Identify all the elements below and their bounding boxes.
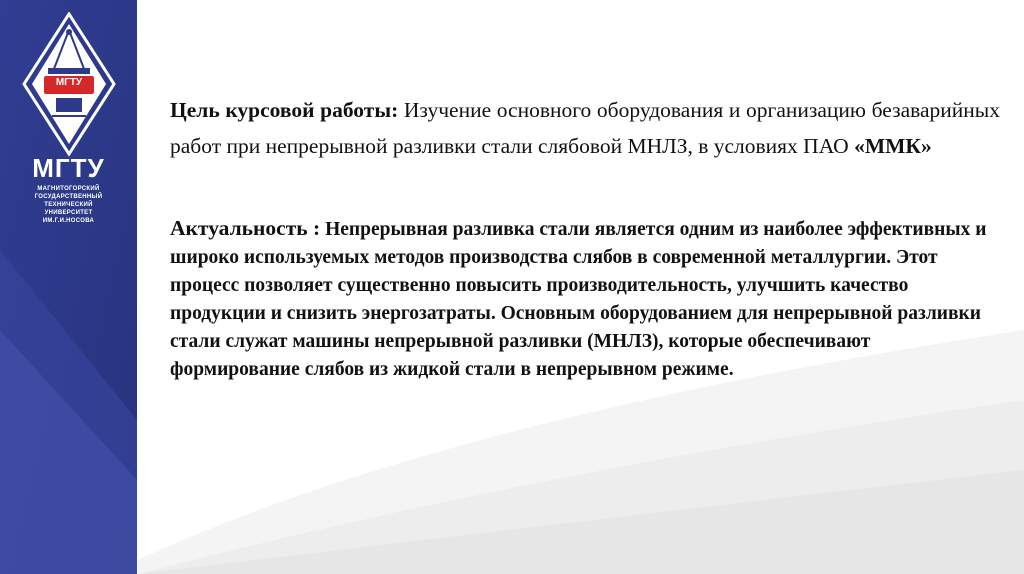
goal-text: Изучение основного оборудования и организацию безаварийных работ при непрерывной разливки стали слябовой МНЛЗ, в условиях ПАО [170, 98, 1000, 158]
goal-label: Цель курсовой работы: [170, 98, 399, 122]
sidebar [0, 0, 137, 574]
university-line: ИМ.Г.И.НОСОВА [42, 218, 95, 224]
university-line: ТЕХНИЧЕСКИЙ [44, 202, 93, 208]
course-goal [170, 92, 1000, 164]
brand-name: МГТУ [32, 153, 105, 183]
university-line: УНИВЕРСИТЕТ [44, 210, 93, 216]
university-line: ГОСУДАРСТВЕННЫЙ [34, 194, 103, 200]
university-name [0, 185, 137, 225]
goal-company: «ММК» [854, 134, 932, 158]
relevance-label: Актуальность : [170, 216, 321, 240]
logo-badge-text: МГТУ [55, 77, 83, 88]
relevance-text: Непрерывная разливка стали является одним из наиболее эффективных и широко используемых методов производства слябов в современной металлургии. Этот процесс позволяет существенно повысить производительность, улучшить качество продукции и снизить энергозатраты. Основным оборудованием для непрерывной разливки стали служат машины непрерывной разливки (МНЛЗ), которые обеспечивают формирование слябов из жидкой стали в непрерывном режиме. [170, 219, 987, 380]
university-line: МАГНИТОГОРСКИЙ [37, 186, 100, 192]
relevance-paragraph [170, 214, 1000, 384]
